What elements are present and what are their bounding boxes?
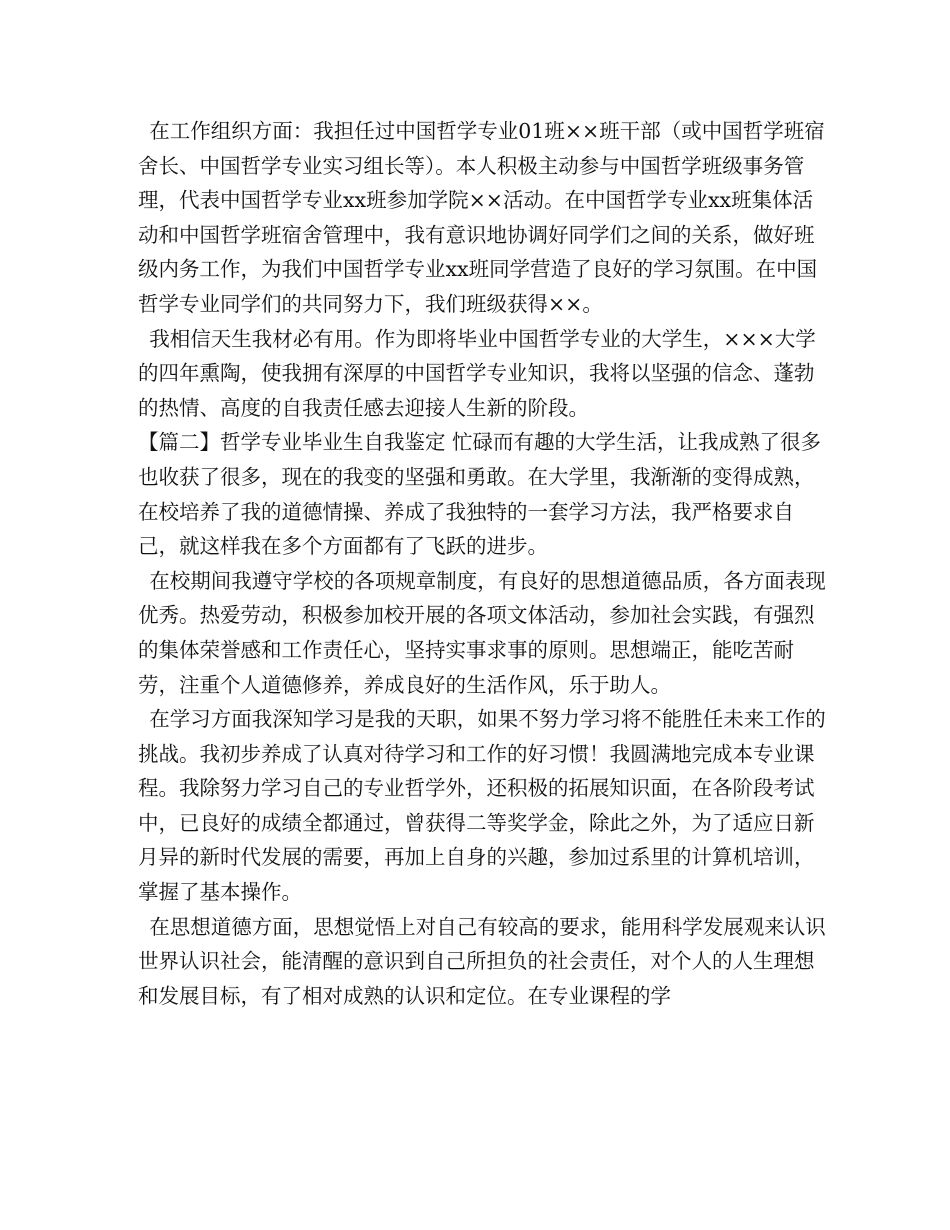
document-page <box>138 114 828 1013</box>
paragraph-school-conduct: 在校期间我遵守学校的各项规章制度，有良好的思想道德品质，各方面表现优秀。热爱劳动，积极参加校开展的各项文体活动，参加社会实践，有强烈的集体荣誉感和工作责任心，坚持实事求事的原则。思想端正，能吃苦耐劳，注重个人道德修养，养成良好的生活作风，乐于助人。 <box>138 568 826 697</box>
paragraph-part-two-intro: 【篇二】哲学专业毕业生自我鉴定 忙碌而有趣的大学生活，让我成熟了很多也收获了很多，现在的我变的坚强和勇敢。在大学里，我渐渐的变得成熟，在校培养了我的道德情操、养成了我独特的一套学习方法，我严格要求自己，就这样我在多个方面都有了飞跃的进步。 <box>138 430 822 559</box>
paragraph-work-organization: 在工作组织方面：我担任过中国哲学专业01班××班干部（或中国哲学班宿舍长、中国哲学专业实习组长等）。本人积极主动参与中国哲学班级事务管理，代表中国哲学专业xx班参加学院××活动。在中国哲学专业xx班集体活动和中国哲学班宿舍管理中，我有意识地协调好同学们之间的关系，做好班级内务工作，为我们中国哲学专业xx班同学营造了良好的学习氛围。在中国哲学专业同学们的共同努力下，我们班级获得××。 <box>138 119 825 316</box>
paragraph-self-belief: 我相信天生我材必有用。作为即将毕业中国哲学专业的大学生，×××大学的四年熏陶，使我拥有深厚的中国哲学专业知识，我将以坚强的信念、蓬勃的热情、高度的自我责任感去迎接人生新的阶段。 <box>138 326 816 420</box>
paragraph-moral-thought: 在思想道德方面，思想觉悟上对自己有较高的要求，能用科学发展观来认识世界认识社会，能清醒的意识到自己所担负的社会责任，对个人的人生理想和发展目标，有了相对成熟的认识和定位。在专业课程的学 <box>138 914 826 1008</box>
paragraph-study: 在学习方面我深知学习是我的天职，如果不努力学习将不能胜任未来工作的挑战。我初步养成了认真对待学习和工作的好习惯！我圆满地完成本专业课程。我除努力学习自己的专业哲学外，还积极的拓展知识面，在各阶段考试中，已良好的成绩全都通过，曾获得二等奖学金，除此之外，为了适应日新月异的新时代发展的需要，再加上自身的兴趣，参加过系里的计算机培训，掌握了基本操作。 <box>138 707 826 905</box>
